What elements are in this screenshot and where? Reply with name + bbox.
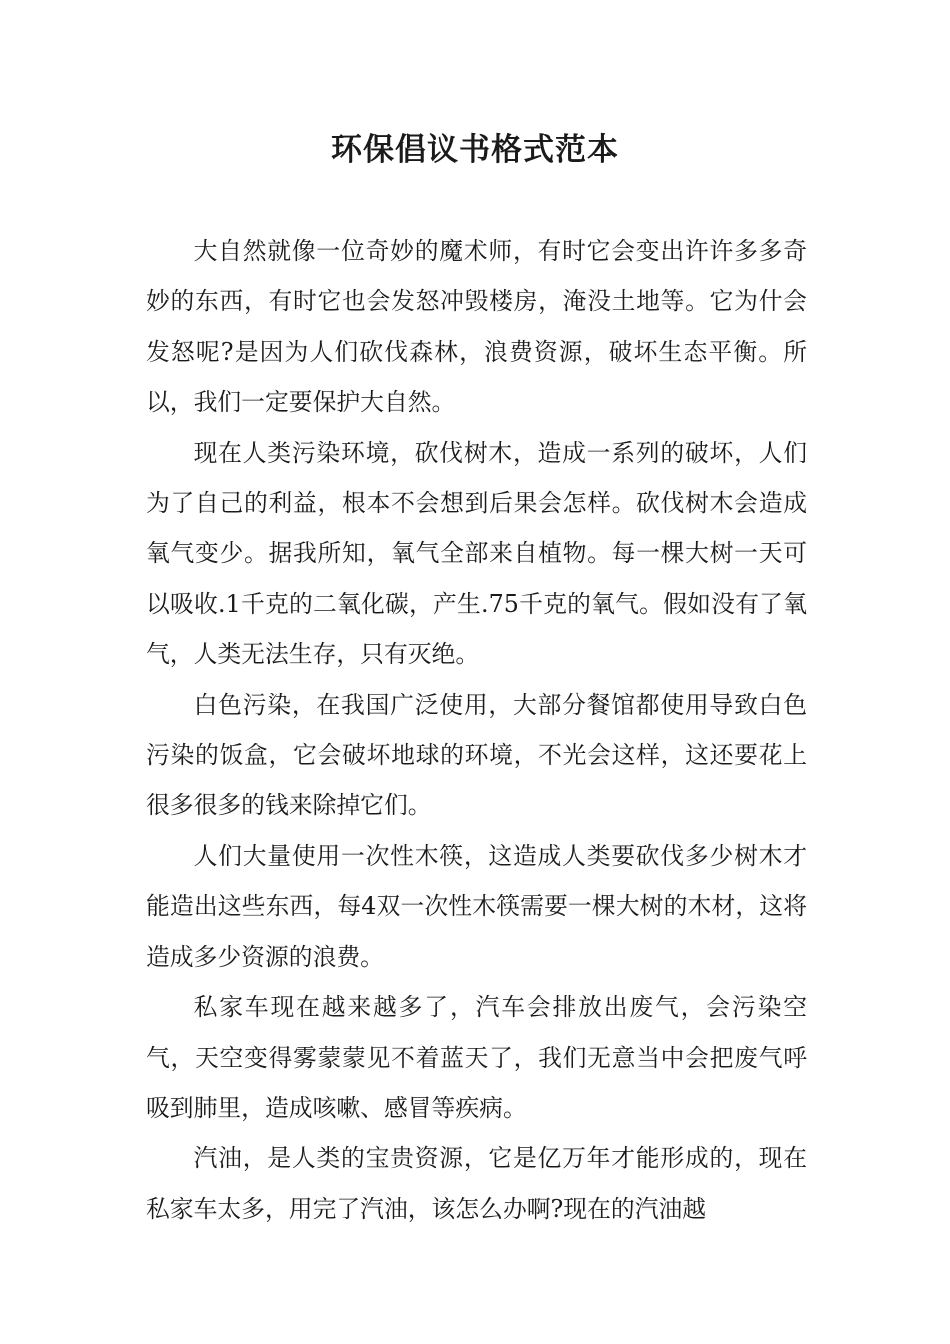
paragraph-deforestation: 现在人类污染环境，砍伐树木，造成一系列的破坏，人们为了自己的利益，根本不会想到后果会怎样。砍伐树木会造成氧气变少。据我所知，氧气全部来自植物。每一棵大树一天可以吸收.1千克的二氧化碳，产生.75千克的氧气。假如没有了氧气，人类无法生存，只有灭绝。 (146, 438, 807, 669)
paragraph-gasoline: 汽油，是人类的宝贵资源，它是亿万年才能形成的，现在私家车太多，用完了汽油，该怎么办啊?现在的汽油越 (146, 1144, 807, 1223)
document-title: 环保倡议书格式范本 (331, 132, 619, 168)
paragraph-disposable-chopsticks: 人们大量使用一次性木筷，这造成人类要砍伐多少树木才能造出这些东西，每4双一次性木筷需要一棵大树的木材，这将造成多少资源的浪费。 (146, 841, 807, 971)
paragraph-nature-magician: 大自然就像一位奇妙的魔术师，有时它会变出许许多多奇妙的东西，有时它也会发怒冲毁楼房，淹没土地等。它为什会发怒呢?是因为人们砍伐森林，浪费资源，破坏生态平衡。所以，我们一定要保护大自然。 (146, 237, 807, 417)
paragraph-white-pollution: 白色污染，在我国广泛使用，大部分餐馆都使用导致白色污染的饭盒，它会破坏地球的环境，不光会这样，这还要花上很多很多的钱来除掉它们。 (146, 690, 807, 820)
paragraph-private-cars: 私家车现在越来越多了，汽车会排放出废气，会污染空气，天空变得雾蒙蒙见不着蓝天了，我们无意当中会把废气呼吸到肺里，造成咳嗽、感冒等疾病。 (146, 993, 807, 1122)
document-body (146, 226, 807, 1234)
